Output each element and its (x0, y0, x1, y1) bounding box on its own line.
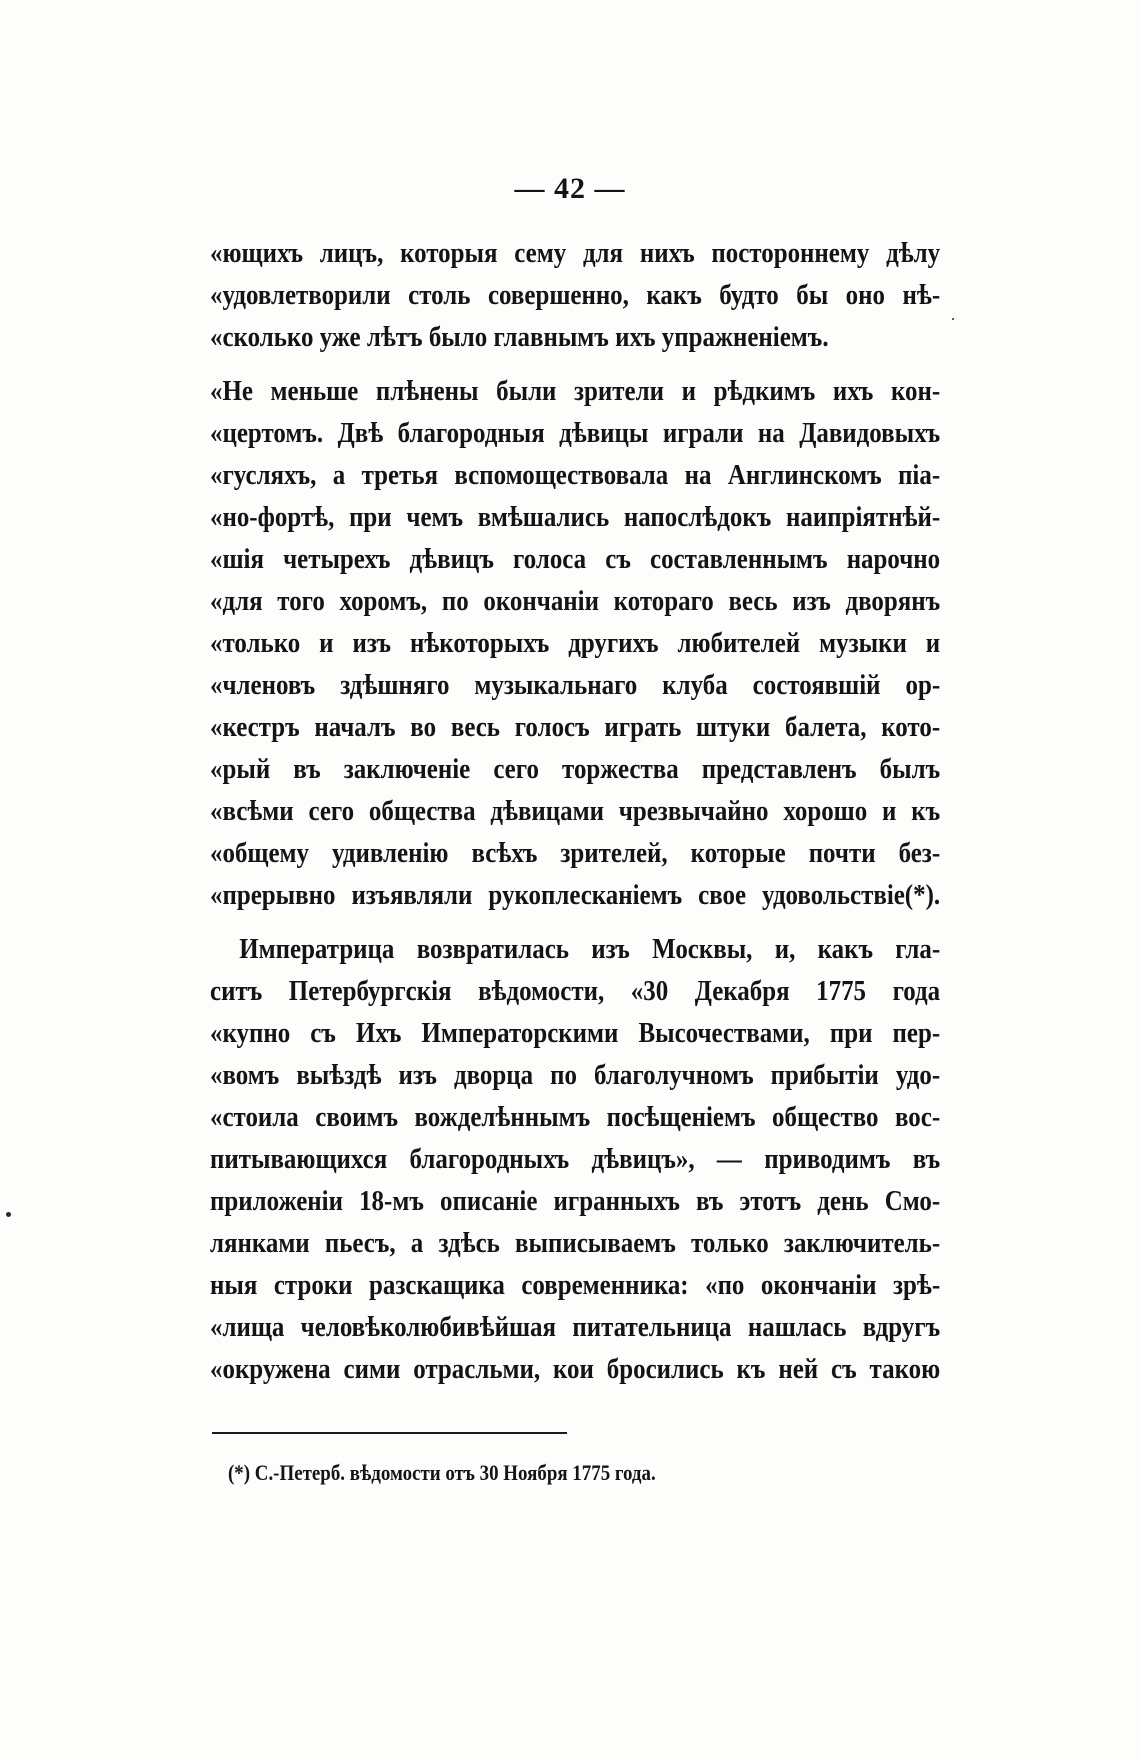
text-line: «кестръ началъ во весь голосъ играть штуки балета, кото- (210, 711, 941, 743)
text-line: «ющихъ лицъ, которыя сему для нихъ постороннему дѣлу (210, 237, 941, 269)
text-line: «цертомъ. Двѣ благородныя дѣвицы играли на Давидовыхъ (210, 417, 941, 449)
text-line: «членовъ здѣшняго музыкальнаго клуба состоявшій ор- (210, 669, 941, 701)
text-line: «всѣми сего общества дѣвицами чрезвычайно хорошо и къ (210, 795, 941, 827)
text-line: «прерывно изъявляли рукоплесканіемъ свое удовольствіе(*). (210, 879, 941, 911)
text-line: «гусляхъ, а третья вспомоществовала на Англинскомъ піа- (210, 459, 941, 491)
text-line: питывающихся благородныхъ дѣвицъ», — приводимъ въ (210, 1143, 941, 1175)
text-line: «сколько уже лѣтъ было главнымъ ихъ упражненіемъ. (210, 321, 829, 353)
text-line: приложеніи 18-мъ описаніе игранныхъ въ этотъ день Смо- (210, 1185, 941, 1217)
text-line: «только и изъ нѣкоторыхъ другихъ любителей музыки и (210, 627, 941, 659)
text-line: «для того хоромъ, по окончаніи котораго весь изъ дворянъ (210, 585, 941, 617)
text-line: «шія четырехъ дѣвицъ голоса съ составленнымъ нарочно (210, 543, 941, 575)
text-line: «стоила своимъ вожделѣннымъ посѣщеніемъ общество вос- (210, 1101, 941, 1133)
text-line: ныя строки разскащика современника: «по окончаніи зрѣ- (210, 1269, 941, 1301)
footnote: (*) С.-Петерб. вѣдомости отъ 30 Ноября 1775 года. (228, 1460, 656, 1485)
print-speck (6, 1212, 11, 1217)
print-speck (952, 318, 954, 320)
text-line: «удовлетворили столь совершенно, какъ будто бы оно нѣ- (210, 279, 941, 311)
text-line: ситъ Петербургскія вѣдомости, «30 Декабря 1775 года (210, 975, 941, 1007)
text-line: «лища человѣколюбивѣйшая питательница нашлась вдругъ (210, 1311, 941, 1343)
text-line: «окружена сими отрасльми, кои бросились къ ней съ такою (210, 1353, 941, 1385)
paragraph-gap (210, 358, 940, 370)
body-text (210, 232, 940, 1390)
page-number: — 42 — (514, 172, 626, 205)
text-line: «вомъ выѣздѣ изъ дворца по благолучномъ прибытіи удо- (210, 1059, 941, 1091)
text-line: лянками пьесъ, а здѣсь выписываемъ только заключитель- (210, 1227, 941, 1259)
text-line: Императрица возвратилась изъ Москвы, и, какъ гла- (239, 933, 941, 965)
footnote-divider (212, 1432, 567, 1434)
text-line: «но-фортѣ, при чемъ вмѣшались напослѣдокъ наипріятнѣй- (210, 501, 941, 533)
text-line: «купно съ Ихъ Императорскими Высочествами, при пер- (210, 1017, 941, 1049)
paragraph-gap (210, 916, 940, 928)
text-line: «рый въ заключеніе сего торжества представленъ былъ (210, 753, 941, 785)
text-line: «общему удивленію всѣхъ зрителей, которые почти без- (210, 837, 941, 869)
text-line: «Не меньше плѣнены были зрители и рѣдкимъ ихъ кон- (210, 375, 941, 407)
